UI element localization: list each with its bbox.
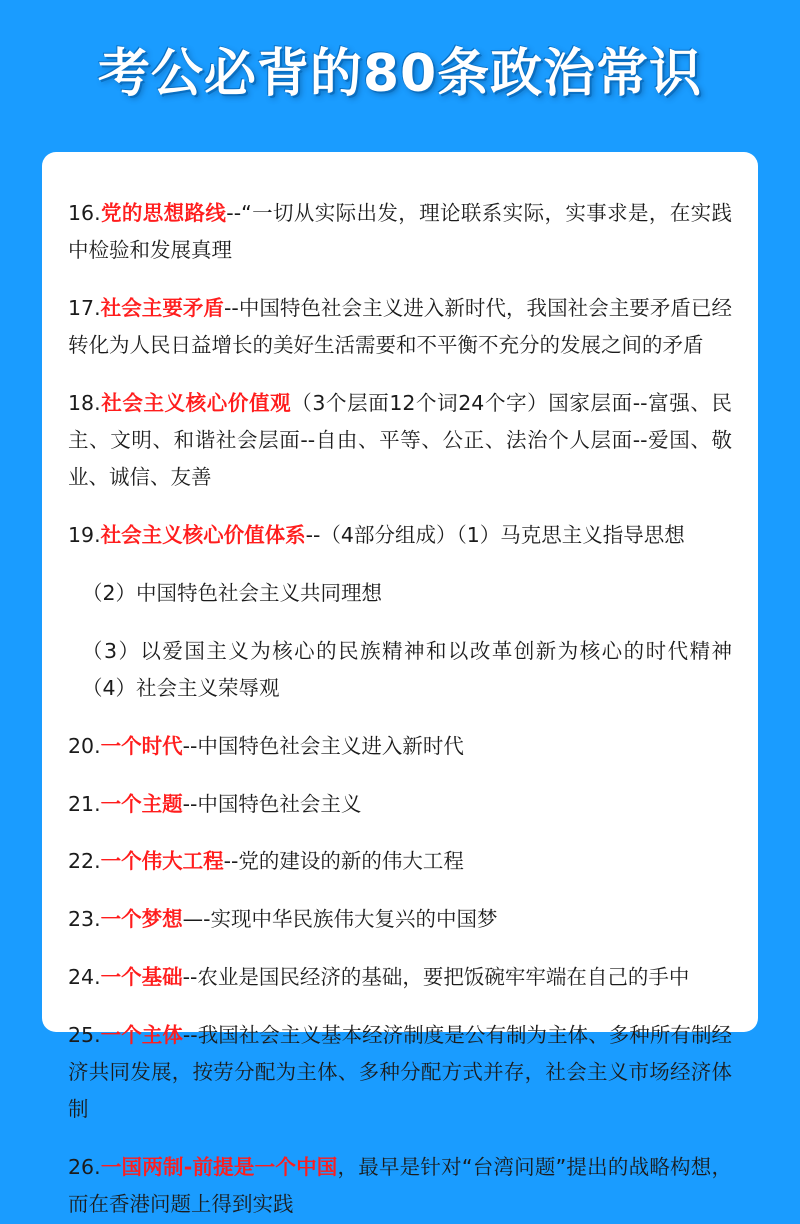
item-keyword: 一个梦想 xyxy=(100,907,183,932)
content-card xyxy=(42,152,758,1217)
item-body: --“一切从实际出发，理论联系实际，实事求是，在实践中检验和发展真理 xyxy=(68,200,733,262)
item-body: （3个层面12个词24个字）国家层面--富强、民主、文明、和谐社会层面--自由、平等、公正、法治个人层面--爱国、敬业、诚信、友善 xyxy=(68,390,732,490)
list-item xyxy=(68,786,732,823)
item-number: 23. xyxy=(68,907,101,932)
item-body: --中国特色社会主义进入新时代，我国社会主要矛盾已经转化为人民日益增长的美好生活需要和不平衡不充分的发展之间的矛盾 xyxy=(68,295,733,357)
item-number: 20. xyxy=(68,733,101,758)
item-keyword: 一个时代 xyxy=(100,733,183,758)
item-keyword: 社会主义核心价值观 xyxy=(100,390,292,415)
item-keyword: 社会主要矛盾 xyxy=(100,295,224,320)
item-keyword: 一个基础 xyxy=(100,964,183,989)
list-item xyxy=(68,901,732,938)
item-keyword: 一个伟大工程 xyxy=(100,849,224,874)
list-item xyxy=(68,385,732,497)
item-number: 18. xyxy=(68,390,101,415)
item-number: 25. xyxy=(68,1022,101,1047)
item-number: 19. xyxy=(68,523,101,548)
list-item xyxy=(68,575,732,612)
list-item xyxy=(68,728,732,765)
list-item xyxy=(68,959,732,996)
item-keyword: 一国两制-前提是一个中国 xyxy=(100,1155,338,1180)
item-number: 22. xyxy=(68,849,101,874)
item-body: --中国特色社会主义进入新时代 xyxy=(182,733,464,758)
item-keyword: 一个主体 xyxy=(100,1022,183,1047)
item-body: --我国社会主义基本经济制度是公有制为主体、多种所有制经济共同发展，按劳分配为主体、多种分配方式并存，社会主义市场经济体制 xyxy=(68,1022,733,1122)
item-body: —-实现中华民族伟大复兴的中国梦 xyxy=(182,907,498,932)
list-item xyxy=(68,633,732,708)
list-item xyxy=(68,290,732,365)
item-body: --党的建设的新的伟大工程 xyxy=(223,849,464,874)
list-item xyxy=(68,843,732,880)
item-number: 21. xyxy=(68,791,101,816)
item-body: （2）中国特色社会主义共同理想 xyxy=(82,580,383,605)
item-body: （3）以爱国主义为核心的民族精神和以改革创新为核心的时代精神（4）社会主义荣辱观 xyxy=(82,638,732,700)
item-number: 17. xyxy=(68,295,101,320)
item-number: 16. xyxy=(68,200,101,225)
item-keyword: 党的思想路线 xyxy=(100,200,227,225)
item-number: 26. xyxy=(68,1155,101,1180)
item-keyword: 一个主题 xyxy=(100,791,183,816)
list-item xyxy=(68,1149,732,1224)
item-body: --（4部分组成）（1）马克思主义指导思想 xyxy=(305,523,685,548)
item-body: --农业是国民经济的基础，要把饭碗牢牢端在自己的手中 xyxy=(182,964,690,989)
item-number: 24. xyxy=(68,964,101,989)
list-item xyxy=(68,195,732,270)
item-body: --中国特色社会主义 xyxy=(182,791,362,816)
item-body: ，最早是针对“台湾问题”提出的战略构想，而在香港问题上得到实践 xyxy=(68,1155,732,1217)
item-keyword: 社会主义核心价值体系 xyxy=(100,523,306,548)
list-item xyxy=(68,1017,732,1129)
page-title: 考公必背的80条政治常识 xyxy=(97,44,703,104)
title-area xyxy=(0,0,800,123)
list-item xyxy=(68,517,732,554)
